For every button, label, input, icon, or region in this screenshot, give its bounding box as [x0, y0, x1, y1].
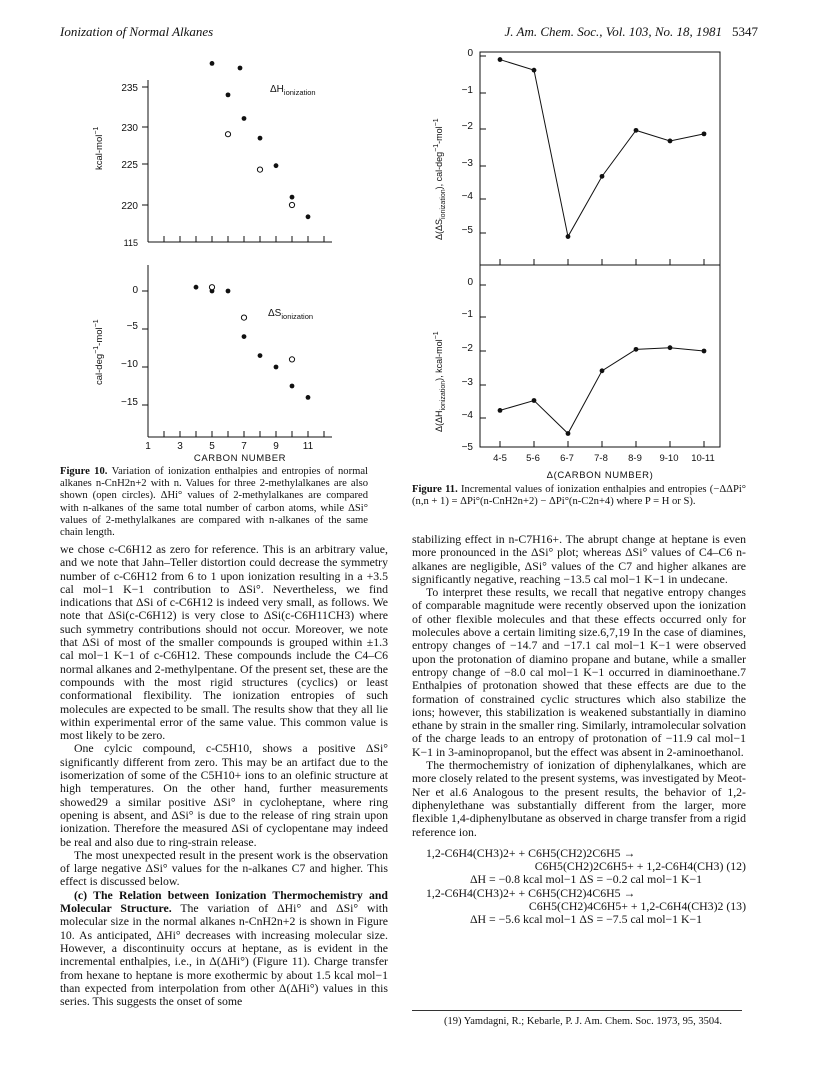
data-point: [634, 347, 639, 352]
caption-label: Figure 11.: [412, 484, 458, 495]
data-point-n-alkane: [306, 214, 311, 219]
ytick-label: 0: [132, 285, 138, 296]
fig11-bottom-ylabel: $\Delta(\Delta H_{ionization})$, kcal-mol$^{-1}$: [433, 331, 447, 432]
equation-thermo: ΔH = −5.6 kcal mol−1 ΔS = −7.5 cal mol−1 K−1: [469, 912, 703, 927]
ytick-label: −2: [461, 121, 473, 132]
data-point-n-alkane: [306, 395, 311, 400]
ytick-label: 225: [121, 160, 138, 171]
xtick-label: 8-9: [628, 453, 642, 464]
equation-line: 1,2-C6H4(CH3)2+ + C6H5(CH2)4C6H5 →: [426, 885, 636, 900]
data-point-2-methylalkane: [209, 285, 214, 290]
xtick-label: 7: [241, 441, 247, 452]
fig10-xlabel: CARBON NUMBER: [193, 453, 287, 464]
body-paragraph: The most unexpected result in the present work is the observation of large negative ΔSi° values for the n-alkanes C7 and higher. This effect is discussed below.: [60, 847, 388, 889]
fig11-bottom-series: [498, 345, 707, 436]
ytick-label: −5: [126, 321, 138, 332]
ytick-label: −2: [461, 343, 473, 354]
data-point: [634, 128, 639, 133]
fig10-bottom-points: [194, 285, 314, 400]
ytick-label: −5: [461, 225, 473, 236]
data-point-n-alkane: [242, 116, 247, 121]
data-point: [532, 68, 537, 73]
body-paragraph: The thermochemistry of ionization of diphenylalkanes, which are more closely related to the present systems, was investigated by Meot-Ner et al.6 Analogous to the present results, the behavior of 1,2-diphenylethane was substantially different from the larger, more flexible 1,4-diphenylbutane as observed in charge transfer from a rigid reference ion.: [412, 758, 746, 839]
xtick-label: 7-8: [594, 453, 608, 464]
series-line: [500, 60, 704, 237]
data-point-n-alkane: [238, 66, 243, 71]
body-paragraph: stabilizing effect in n-C7H16+. The abrupt change at heptane is even more pronounced in the ΔSi° plot; whereas ΔSi° values of C4–C6 n-alkanes are negligible, ΔSi° values of the C7 and higher alkanes are significantly negative, reaching −13.5 cal mol−1 K−1 in undecane.: [412, 532, 746, 586]
ytick-label: 0: [467, 48, 473, 59]
fig11-top-frame: [480, 52, 720, 265]
left-column: [60, 543, 388, 1008]
running-header-left: Ionization of Normal Alkanes: [60, 24, 214, 39]
figure-10-chart: [60, 40, 360, 465]
data-point: [668, 139, 673, 144]
body-paragraph: To interpret these results, we recall that negative entropy changes of comparable magnitude were recently observed upon the ionization of other flexible molecules and that these effects occurred only for molecules above a certain limiting size.6,7,19 In the case of diamines, entropy changes of −14.7 and −17.1 cal mol−1 K−1 were observed upon the protonation of diamino propane and butane, while a smaller entropy change of −8.0 cal mol−1 K−1 occurred in diaminoethane.7 Enthalpies of protonation showed that these effects are due to the formation of constrained cyclic structures which also stabilize the ions; however, this stabilization is weakened substantially in diamino ethane by strain in the smaller ring. Similarly, intramolecular solvation of the charge leads to an entropy of protonation of −11.9 cal mol−1 K−1 in 3-aminopropanol, but the effect was absent in 2-aminoethanol.: [412, 585, 746, 759]
right-column: [412, 533, 746, 927]
fig10-top-points: [210, 61, 311, 219]
xtick-label: 9: [273, 441, 279, 452]
data-point-2-methylalkane: [289, 202, 294, 207]
data-point-2-methylalkane: [289, 357, 294, 362]
fig11-bottom-frame: [480, 265, 720, 447]
data-point-n-alkane: [210, 61, 215, 66]
equation-13: [412, 887, 746, 927]
fig11-xtick-labels: [493, 453, 715, 464]
fig10-bottom-panel-label: $\Delta S_{ionization}$: [268, 308, 314, 321]
fig11-bottom-ytick-labels: [462, 277, 474, 453]
ytick-label: −5: [461, 442, 473, 453]
fig10-top-ylabel: kcal-mol$^{-1}$: [93, 126, 105, 170]
data-point-2-methylalkane: [225, 132, 230, 137]
equation-line: 1,2-C6H4(CH3)2+ + C6H5(CH2)2C6H5 →: [426, 845, 636, 860]
figure-10-caption: [60, 466, 368, 539]
caption-label: Figure 10.: [60, 466, 108, 477]
data-point-2-methylalkane: [241, 315, 246, 320]
ytick-label: 115: [123, 238, 138, 248]
data-point-n-alkane: [258, 353, 263, 358]
fig11-top-ylabel: $\Delta(\Delta S_{ionization})$, cal-deg$^{-1}$-mol$^{-1}$: [433, 118, 447, 240]
xtick-label: 5: [209, 441, 215, 452]
data-point-n-alkane: [274, 365, 279, 370]
data-point-2-methylalkane: [257, 167, 262, 172]
body-paragraph-with-heading: [60, 889, 388, 1009]
ytick-label: −4: [461, 410, 473, 421]
footnote-rule: [412, 1010, 742, 1011]
data-point: [600, 174, 605, 179]
equation-line: C6H5(CH2)2C6H5+ + 1,2-C6H4(CH3) (12): [534, 859, 746, 874]
ytick-label: −3: [461, 158, 473, 169]
data-point-n-alkane: [226, 289, 231, 294]
xtick-label: 11: [302, 441, 314, 452]
xtick-label: 3: [177, 441, 183, 452]
fig10-bottom-axes: [148, 265, 332, 437]
equation-12: [412, 847, 746, 887]
fig10-bottom-ylabel: cal-deg$^{-1}$-mol$^{-1}$: [93, 319, 105, 385]
ytick-label: 235: [121, 83, 138, 94]
ytick-label: −15: [121, 397, 138, 408]
fig11-top-ytick-labels: [462, 48, 474, 236]
ytick-label: 0: [467, 277, 473, 288]
caption-text: Variation of ionization enthalpies and entropies of normal alkanes n-CnH2n+2 with n. Values for three 2-methylalkanes are also shown (open circles). ΔHi° values of 2-methylalkanes are compared with n-alkanes of the same total number of carbon atoms, while ΔSi° values of 2-methylalkanes are compared with n-alkanes of the same chain length.: [60, 466, 368, 539]
page-number: 5347: [732, 24, 758, 39]
fig11-top-series: [498, 57, 707, 239]
ytick-label: 230: [121, 123, 138, 134]
equation-thermo: ΔH = −0.8 kcal mol−1 ΔS = −0.2 cal mol−1 K−1: [469, 872, 703, 887]
xtick-label: 10-11: [691, 453, 715, 464]
data-point: [702, 131, 707, 136]
xtick-label: 5-6: [526, 453, 540, 464]
body-paragraph: we chose c-C6H12 as zero for reference. This is an arbitrary value, and we note that Jahn–Teller distortion could decrease the symmetry number of c-C6H12 from 6 to 1 upon ionization resulting in a +3.5 cal mol−1 K−1 contribution to ΔSi°. Nevertheless, we find indications that ΔSi of c-C6H12 is indeed very small, as follows. We note that ΔSi(c-C6H12) is very close to ΔSi(c-C6H11CH3) where such symmetry contributions should not occur. Moreover, we note that ΔSi of most of the smaller compounds is grouped within ±1.3 cal mol−1 K−1 of c-C6H12. These compounds include the C4–C6 normal alkanes and 2-methylpentane. Of the present set, these are the compounds with the most rigid structures (cyclics) or least conformational flexibility. The ionization entropies of such molecules are expected to be small. The results show that they all lie within experimental error of the same value. This common value is most likely to be zero.: [60, 542, 388, 743]
fig11-xlabel: Δ(CARBON NUMBER): [546, 470, 654, 481]
ytick-label: −1: [461, 85, 473, 96]
data-point: [498, 57, 503, 62]
caption-text: Incremental values of ionization enthalpies and entropies (−ΔΔPi°(n,n + 1) = ΔPi°(n-CnH2n+2) − ΔPi°(n-C2n+4) where P = H or S).: [412, 484, 747, 508]
series-line: [500, 348, 704, 434]
fig10-top-panel-label: $\Delta H_{ionization}$: [270, 84, 316, 97]
footnote-reference: (19) Yamdagni, R.; Kebarle, P. J. Am. Chem. Soc. 1973, 95, 3504.: [444, 1016, 722, 1027]
equation-line: C6H5(CH2)4C6H5+ + 1,2-C6H4(CH3)2 (13): [528, 899, 746, 914]
data-point: [566, 234, 571, 239]
ytick-label: −10: [121, 359, 138, 370]
data-point-n-alkane: [226, 92, 231, 97]
data-point: [498, 408, 503, 413]
ytick-label: −4: [461, 191, 473, 202]
data-point: [668, 345, 673, 350]
data-point-n-alkane: [290, 384, 295, 389]
ytick-label: 220: [121, 201, 138, 212]
data-point-n-alkane: [242, 334, 247, 339]
fig10-x-ticks: [142, 236, 324, 437]
ytick-label: −3: [461, 377, 473, 388]
data-point: [702, 349, 707, 354]
body-paragraph: One cylcic compound, c-C5H10, shows a positive ΔSi° significantly different from zero. This may be an artifact due to the isomerization of some of the C5H10+ ions to an olefinic structure at high temperatures. On the other hand, further measurements showed29 a similar positive ΔSi° in cycloheptane, where ring opening is absent, and ΔSi° is due to the release of ring strain upon ionization. Therefore the measured ΔSi of cyclopentane may indeed be real and also due to ring-strain release.: [60, 741, 388, 849]
ytick-label: −1: [461, 309, 473, 320]
xtick-label: 4-5: [493, 453, 507, 464]
running-header-right: [505, 24, 759, 40]
data-point: [566, 431, 571, 436]
fig10-top-axes: [142, 80, 332, 242]
data-point-n-alkane: [194, 285, 199, 290]
fig10-xtick-labels: [145, 441, 313, 452]
figure-11-caption: [412, 484, 746, 508]
data-point-n-alkane: [258, 136, 263, 141]
section-heading: (c) The Relation between Ionization Thermochemistry and Molecular Structure.: [60, 887, 388, 916]
journal-citation: J. Am. Chem. Soc., Vol. 103, No. 18, 1981: [504, 24, 722, 39]
data-point: [600, 368, 605, 373]
figure-11-chart: [420, 40, 740, 485]
data-point-n-alkane: [290, 195, 295, 200]
paragraph-text: The variation of ΔHi° and ΔSi° with molecular size in the normal alkanes n-CnH2n+2 is shown in Figure 10. As anticipated, ΔHi° decreases with increasing molecular size. However, a discontinuity occurs at heptane, as is evident in the incremental enthalpies, i.e., in Δ(ΔHi°) (Figure 11). Charge transfer from hexane to heptane is more exothermic by about 1.5 kcal mol−1 than expected from interpolation from other Δ(ΔHi°) values in this series. This suggests the onset of some: [60, 901, 388, 1009]
data-point: [532, 398, 537, 403]
data-point-n-alkane: [274, 163, 279, 168]
xtick-label: 1: [145, 441, 151, 452]
xtick-label: 6-7: [560, 453, 574, 464]
xtick-label: 9-10: [659, 453, 679, 464]
fig10-top-ytick-labels: [121, 83, 138, 248]
fig10-bottom-ytick-labels: [121, 285, 138, 408]
